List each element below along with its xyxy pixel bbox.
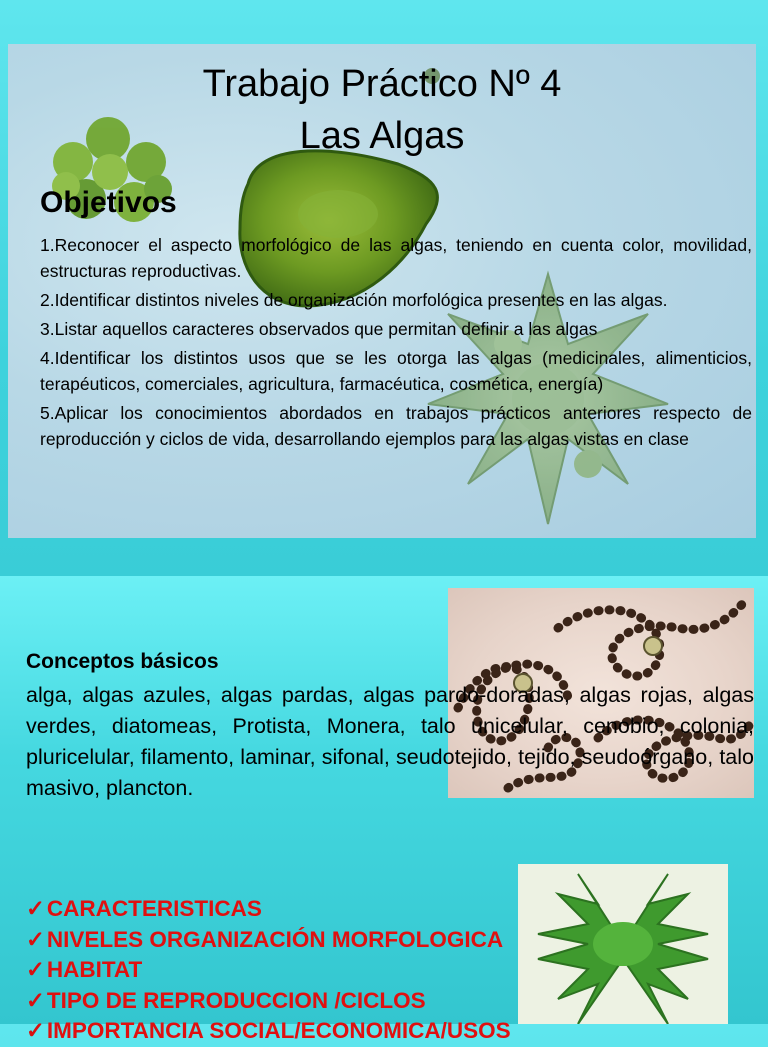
objectives-heading: Objetivos: [40, 186, 177, 219]
topic-label: HABITAT: [46, 957, 143, 982]
topic-label: NIVELES ORGANIZACIÓN MORFOLOGICA: [46, 926, 504, 952]
objective-item: 2.Identificar distintos niveles de organización morfológica presentes en las algas.: [40, 290, 668, 310]
concepts-text: alga, algas azules, algas pardas, algas pardo-doradas, algas rojas, algas verdes, diatomeas, Protista, Monera, talo unicelular, cenobio, colonia, pluricelular, filamento, laminar, sifonal, seudotejido, tejido, seudoórgano, talo masivo, plancton.: [26, 683, 754, 800]
slide-concepts: [0, 576, 768, 1043]
check-icon: ✓: [26, 926, 45, 952]
topic-label: IMPORTANCIA SOCIAL/ECONOMICA/USOS: [46, 1018, 511, 1043]
topic-label: TIPO DE REPRODUCCION /CICLOS: [46, 987, 426, 1013]
check-icon: ✓: [26, 957, 45, 982]
slide-objectives: [8, 44, 756, 538]
concepts-heading: Conceptos básicos: [26, 650, 219, 673]
page-title: Trabajo Práctico Nº 4: [202, 63, 562, 105]
topic-item: [26, 1016, 511, 1047]
topic-item: [26, 925, 511, 956]
topic-label: CARACTERISTICAS: [46, 896, 262, 921]
objective-item: 5.Aplicar los conocimientos abordados en trabajos prácticos anteriores respecto de reproducción y ciclos de vida, desarrollando ejemplos para las algas vistas en clase: [40, 403, 752, 449]
objective-item: 3.Listar aquellos caracteres observados que permitan definir a las algas: [40, 319, 598, 339]
check-icon: ✓: [26, 1018, 45, 1043]
micrasterias-photo: [518, 864, 728, 1024]
topic-item: [26, 894, 511, 925]
objective-item: 4.Identificar los distintos usos que se les otorga las algas (medicinales, alimenticios, terapéuticos, comerciales, agricultura, farmacéutica, cosmética, energía): [40, 348, 752, 394]
objective-item: 1.Reconocer el aspecto morfológico de las algas, teniendo en cuenta color, movilidad, estructuras reproductivas.: [40, 235, 752, 281]
page-subtitle: Las Algas: [299, 115, 465, 157]
topic-item: [26, 955, 511, 986]
check-icon: ✓: [26, 987, 45, 1013]
topic-item: [26, 986, 511, 1017]
objectives-list: [40, 232, 752, 455]
check-icon: ✓: [26, 896, 45, 921]
